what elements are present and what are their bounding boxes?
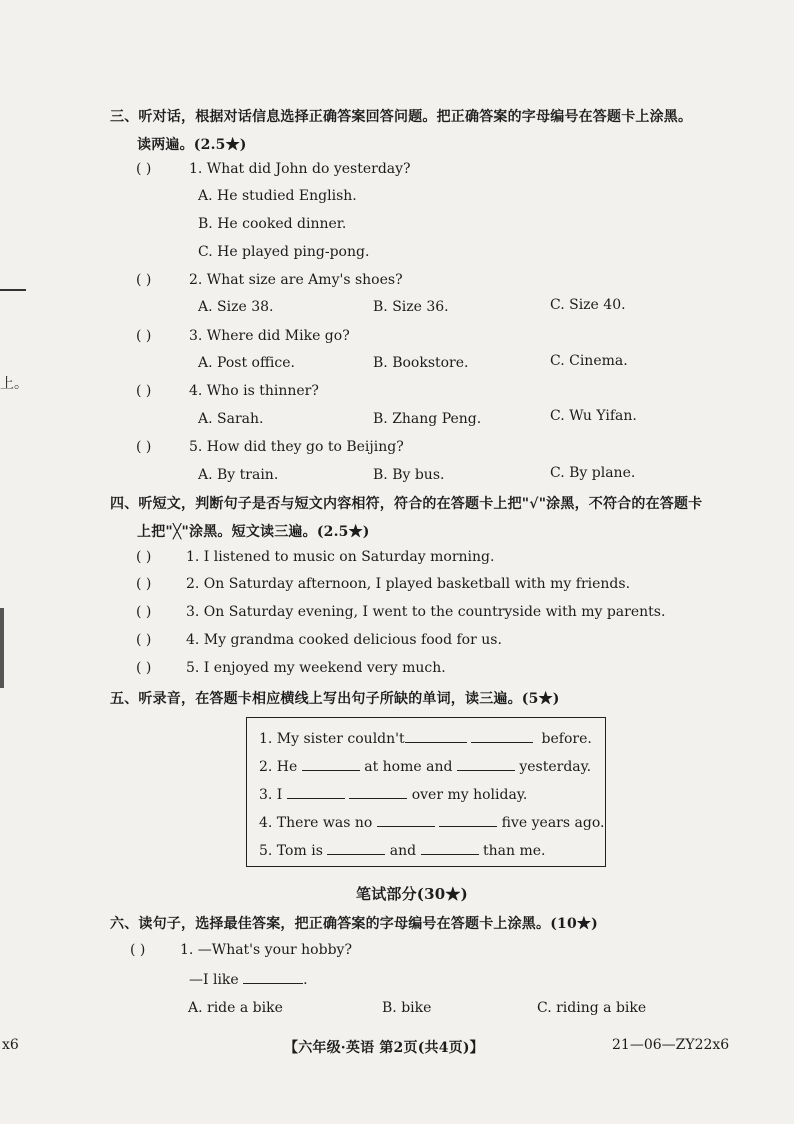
- option-a: A. He studied English.: [198, 188, 357, 204]
- fill-line-4: [259, 814, 604, 831]
- fill-line-1: [259, 730, 592, 747]
- answer-paren[interactable]: ( ): [136, 660, 152, 676]
- footer-right-code: 21—06—ZY22x6: [612, 1037, 730, 1053]
- fill-line-2: [259, 758, 591, 775]
- section6-heading: 六、读句子，选择最佳答案，把正确答案的字母编号在答题卡上涂黑。(10★): [110, 916, 598, 932]
- question-text: 1. What did John do yesterday?: [189, 161, 411, 177]
- answer-paren[interactable]: ( ): [136, 576, 152, 592]
- option-a: A. Size 38.: [198, 299, 274, 315]
- answer-paren[interactable]: ( ): [136, 604, 152, 620]
- option-b: B. Zhang Peng.: [373, 411, 482, 427]
- question-text: 3. Where did Mike go?: [189, 328, 350, 344]
- fill-text: five years ago.: [501, 815, 605, 831]
- option-c: C. riding a bike: [537, 1000, 647, 1016]
- answer-blank[interactable]: [349, 786, 407, 799]
- option-b: B. Bookstore.: [373, 355, 469, 371]
- answer-blank[interactable]: [405, 730, 467, 743]
- answer-blank[interactable]: [243, 971, 303, 984]
- answer-blank[interactable]: [327, 842, 385, 855]
- option-c: C. By plane.: [550, 465, 636, 481]
- fill-text: 1. My sister couldn't: [259, 731, 405, 747]
- written-part-title: 笔试部分(30★): [356, 885, 468, 903]
- fill-line-3: [259, 786, 527, 803]
- fill-text: over my holiday.: [411, 787, 528, 803]
- answer-blank[interactable]: [457, 758, 515, 771]
- statement-text: 4. My grandma cooked delicious food for us.: [186, 632, 502, 648]
- section3-heading-line2: 读两遍。(2.5★): [137, 137, 247, 153]
- option-c: C. Size 40.: [550, 297, 626, 313]
- option-a: A. ride a bike: [188, 1000, 283, 1016]
- fill-text: yesterday.: [519, 759, 592, 775]
- statement-text: 5. I enjoyed my weekend very much.: [186, 660, 446, 676]
- answer-line: [189, 971, 308, 988]
- fill-text: than me.: [483, 843, 546, 859]
- fill-text: 3. I: [259, 787, 283, 803]
- question-text: 4. Who is thinner?: [189, 383, 319, 399]
- answer-paren[interactable]: ( ): [136, 272, 152, 288]
- fill-text: and: [389, 843, 417, 859]
- answer-blank[interactable]: [302, 758, 360, 771]
- footer-left-code: x6: [2, 1037, 19, 1053]
- answer-paren[interactable]: ( ): [136, 383, 152, 399]
- answer-paren[interactable]: ( ): [130, 942, 146, 958]
- question-text: 5. How did they go to Beijing?: [189, 439, 404, 455]
- fill-text: 5. Tom is: [259, 843, 323, 859]
- left-edge-bar: [0, 608, 4, 688]
- section4-heading-line2: 上把"╳"涂黑。短文读三遍。(2.5★): [137, 524, 370, 540]
- answer-paren[interactable]: ( ): [136, 439, 152, 455]
- answer-paren[interactable]: ( ): [136, 161, 152, 177]
- option-c: C. Wu Yifan.: [550, 408, 637, 424]
- option-a: A. By train.: [198, 467, 279, 483]
- option-a: A. Sarah.: [198, 411, 264, 427]
- answer-blank[interactable]: [421, 842, 479, 855]
- answer-prefix: —I like: [189, 972, 239, 988]
- answer-blank[interactable]: [439, 814, 497, 827]
- option-b: B. Size 36.: [373, 299, 449, 315]
- statement-text: 3. On Saturday evening, I went to the countryside with my parents.: [186, 604, 666, 620]
- answer-blank[interactable]: [287, 786, 345, 799]
- footer-page-info: 【六年级·英语 第2页(共4页)】: [284, 1040, 484, 1056]
- answer-paren[interactable]: ( ): [136, 632, 152, 648]
- option-b: B. By bus.: [373, 467, 445, 483]
- section5-heading: 五、听录音，在答题卡相应横线上写出句子所缺的单词，读三遍。(5★): [110, 691, 560, 707]
- option-c: C. He played ping-pong.: [198, 244, 370, 260]
- option-c: C. Cinema.: [550, 353, 628, 369]
- section3-heading-line1: 三、听对话，根据对话信息选择正确答案回答问题。把正确答案的字母编号在答题卡上涂黑。: [110, 109, 693, 125]
- answer-suffix: .: [303, 972, 308, 988]
- option-a: A. Post office.: [198, 355, 295, 371]
- question-text: 1. —What's your hobby?: [180, 942, 352, 958]
- fill-line-5: [259, 842, 545, 859]
- section4-heading-line1: 四、听短文，判断句子是否与短文内容相符，符合的在答题卡上把"√"涂黑，不符合的在答题卡: [110, 496, 703, 512]
- answer-blank[interactable]: [471, 730, 533, 743]
- fill-in-box: [246, 717, 606, 867]
- answer-paren[interactable]: ( ): [136, 328, 152, 344]
- statement-text: 1. I listened to music on Saturday morning.: [186, 549, 495, 565]
- fill-text: 2. He: [259, 759, 298, 775]
- statement-text: 2. On Saturday afternoon, I played basketball with my friends.: [186, 576, 631, 592]
- fill-text: before.: [541, 731, 592, 747]
- answer-blank[interactable]: [377, 814, 435, 827]
- option-b: B. He cooked dinner.: [198, 216, 347, 232]
- fill-text: 4. There was no: [259, 815, 373, 831]
- option-b: B. bike: [382, 1000, 432, 1016]
- left-edge-mark: [0, 289, 26, 291]
- answer-paren[interactable]: ( ): [136, 549, 152, 565]
- margin-fragment: 上。: [0, 376, 28, 392]
- fill-text: at home and: [364, 759, 453, 775]
- question-text: 2. What size are Amy's shoes?: [189, 272, 403, 288]
